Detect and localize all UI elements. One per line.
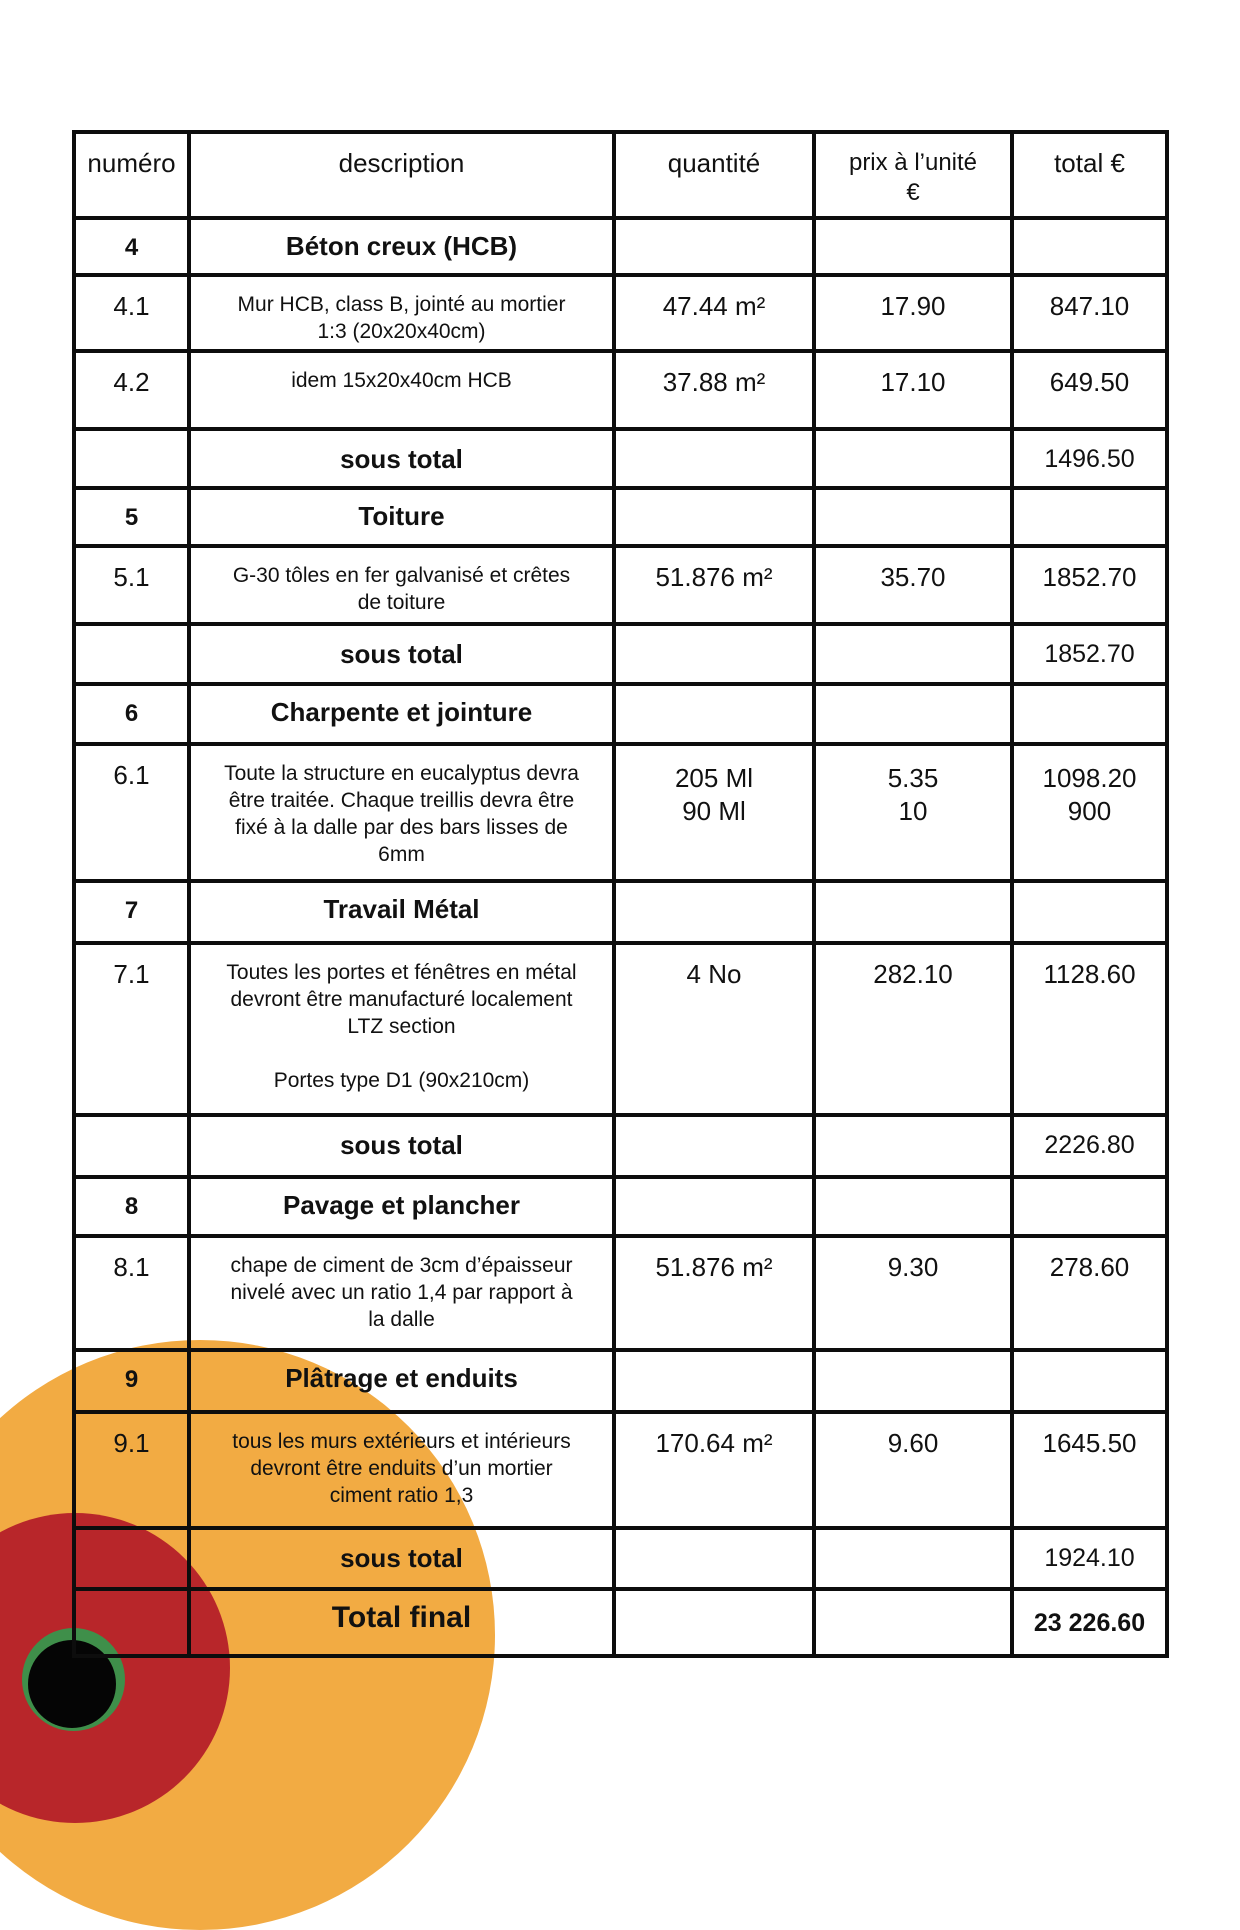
item-unit-price bbox=[814, 1412, 1012, 1528]
empty-number bbox=[74, 429, 189, 488]
empty-quantity bbox=[614, 624, 814, 684]
empty-unit-price bbox=[814, 429, 1012, 488]
subtotal-label-text: sous total bbox=[340, 639, 463, 669]
item-description bbox=[189, 1412, 614, 1528]
subtotal-value-text: 1924.10 bbox=[1044, 1544, 1135, 1572]
item-unit-price bbox=[814, 546, 1012, 624]
item-quantity-text: 51.876 m² bbox=[655, 1252, 773, 1282]
item-total-text: 278.60 bbox=[1049, 1252, 1130, 1282]
section-title-text: Plâtrage et enduits bbox=[285, 1363, 518, 1393]
item-quantity-text: 47.44 m² bbox=[662, 291, 766, 321]
item-number bbox=[74, 1412, 189, 1528]
empty-quantity bbox=[614, 1115, 814, 1177]
section-number bbox=[74, 218, 189, 275]
section-title-text: Béton creux (HCB) bbox=[285, 231, 518, 261]
empty-number bbox=[74, 1589, 189, 1656]
item-unit-price bbox=[814, 351, 1012, 429]
header-total: total € bbox=[1012, 132, 1167, 218]
item-quantity bbox=[614, 744, 814, 881]
item-total-text: 1128.60 bbox=[1043, 959, 1136, 989]
item-total bbox=[1012, 1236, 1167, 1350]
subtotal-label-text: sous total bbox=[340, 1543, 463, 1573]
empty-total bbox=[1012, 488, 1167, 546]
item-row bbox=[74, 744, 1167, 881]
item-unit-price bbox=[814, 744, 1012, 881]
empty-total bbox=[1012, 881, 1167, 943]
header-number: numéro bbox=[74, 132, 189, 218]
section-title-text: Charpente et jointure bbox=[270, 697, 533, 727]
subtotal-label-text: sous total bbox=[340, 444, 463, 474]
item-unit-price-text: 282.10 bbox=[873, 959, 953, 989]
item-number bbox=[74, 546, 189, 624]
subtotal-value bbox=[1012, 1528, 1167, 1589]
item-total bbox=[1012, 1412, 1167, 1528]
subtotal-row bbox=[74, 429, 1167, 488]
item-number-text: 6.1 bbox=[113, 760, 150, 790]
section-title bbox=[189, 218, 614, 275]
section-number-text: 6 bbox=[124, 700, 139, 727]
item-total bbox=[1012, 546, 1167, 624]
section-title bbox=[189, 488, 614, 546]
empty-unit-price bbox=[814, 1589, 1012, 1656]
empty-quantity bbox=[614, 1350, 814, 1412]
section-title-text: Travail Métal bbox=[323, 894, 480, 924]
item-number bbox=[74, 351, 189, 429]
empty-unit-price bbox=[814, 1115, 1012, 1177]
item-unit-price-text: 17.90 bbox=[880, 291, 946, 321]
item-total bbox=[1012, 744, 1167, 881]
empty-total bbox=[1012, 1177, 1167, 1236]
item-description-text: G-30 tôles en fer galvanisé et crêtes de toiture bbox=[232, 564, 571, 614]
section-title bbox=[189, 684, 614, 744]
final-total-label bbox=[189, 1589, 614, 1656]
empty-unit-price bbox=[814, 1528, 1012, 1589]
item-number-text: 9.1 bbox=[113, 1428, 150, 1458]
item-row bbox=[74, 546, 1167, 624]
item-unit-price bbox=[814, 1236, 1012, 1350]
item-quantity-text: 205 Ml 90 Ml bbox=[674, 763, 754, 826]
item-description bbox=[189, 744, 614, 881]
item-quantity bbox=[614, 275, 814, 351]
item-row bbox=[74, 351, 1167, 429]
section-title-text: Pavage et plancher bbox=[283, 1190, 520, 1220]
section-header-row bbox=[74, 684, 1167, 744]
item-quantity bbox=[614, 1236, 814, 1350]
empty-quantity bbox=[614, 1177, 814, 1236]
empty-number bbox=[74, 1528, 189, 1589]
final-total-label-text: Total final bbox=[331, 1601, 472, 1634]
empty-number bbox=[74, 624, 189, 684]
subtotal-value-text: 2226.80 bbox=[1044, 1131, 1135, 1159]
item-quantity bbox=[614, 943, 814, 1115]
item-description-text: tous les murs extérieurs et intérieurs devront être enduits d’un mortier ciment ratio 1,3 bbox=[232, 1430, 571, 1507]
item-unit-price-text: 17.10 bbox=[880, 367, 946, 397]
subtotal-value-text: 1496.50 bbox=[1044, 445, 1135, 473]
empty-quantity bbox=[614, 488, 814, 546]
section-header-row bbox=[74, 218, 1167, 275]
item-unit-price-text: 9.30 bbox=[887, 1252, 939, 1282]
final-total-value-text: 23 226.60 bbox=[1033, 1609, 1146, 1637]
subtotal-row bbox=[74, 1115, 1167, 1177]
subtotal-row bbox=[74, 1528, 1167, 1589]
item-description-text: chape de ciment de 3cm d’épaisseur nivelé avec un ratio 1,4 par rapport à la dalle bbox=[230, 1254, 573, 1331]
item-quantity-text: 4 No bbox=[686, 959, 742, 989]
item-description bbox=[189, 275, 614, 351]
item-total-text: 1852.70 bbox=[1042, 562, 1137, 592]
empty-unit-price bbox=[814, 1177, 1012, 1236]
item-row bbox=[74, 275, 1167, 351]
item-total-text: 847.10 bbox=[1049, 291, 1130, 321]
section-number bbox=[74, 684, 189, 744]
header-row bbox=[74, 132, 1167, 218]
section-title bbox=[189, 1177, 614, 1236]
section-number-text: 9 bbox=[124, 1366, 139, 1393]
empty-unit-price bbox=[814, 881, 1012, 943]
header-unit-price: prix à l’unité € bbox=[814, 132, 1012, 218]
empty-quantity bbox=[614, 881, 814, 943]
subtotal-label-text: sous total bbox=[340, 1130, 463, 1160]
subtotal-value bbox=[1012, 429, 1167, 488]
item-description-text: Toutes les portes et fénêtres en métal devront être manufacturé localement LTZ section Portes type D1 (90x210cm) bbox=[226, 961, 577, 1092]
item-number bbox=[74, 1236, 189, 1350]
item-row bbox=[74, 1236, 1167, 1350]
item-number bbox=[74, 744, 189, 881]
subtotal-value bbox=[1012, 624, 1167, 684]
item-total-text: 1645.50 bbox=[1042, 1428, 1137, 1458]
item-unit-price bbox=[814, 275, 1012, 351]
section-number bbox=[74, 488, 189, 546]
item-description bbox=[189, 546, 614, 624]
empty-unit-price bbox=[814, 488, 1012, 546]
empty-total bbox=[1012, 218, 1167, 275]
empty-total bbox=[1012, 1350, 1167, 1412]
section-number-text: 5 bbox=[124, 504, 139, 531]
item-quantity bbox=[614, 351, 814, 429]
section-header-row bbox=[74, 488, 1167, 546]
section-header-row bbox=[74, 1350, 1167, 1412]
empty-number bbox=[74, 1115, 189, 1177]
item-description-text: Mur HCB, class B, jointé au mortier 1:3 (20x20x40cm) bbox=[237, 293, 566, 343]
empty-quantity bbox=[614, 429, 814, 488]
empty-unit-price bbox=[814, 624, 1012, 684]
subtotal-label bbox=[189, 1528, 614, 1589]
section-number-text: 7 bbox=[124, 897, 139, 924]
section-title bbox=[189, 1350, 614, 1412]
section-number bbox=[74, 881, 189, 943]
final-total-value bbox=[1012, 1589, 1167, 1656]
item-total bbox=[1012, 351, 1167, 429]
header-quantity: quantité bbox=[614, 132, 814, 218]
item-number-text: 4.1 bbox=[113, 291, 150, 321]
header-description: description bbox=[189, 132, 614, 218]
final-total-row bbox=[74, 1589, 1167, 1656]
item-total-text: 1098.20 900 bbox=[1042, 763, 1137, 826]
item-quantity-text: 37.88 m² bbox=[662, 367, 766, 397]
item-description bbox=[189, 943, 614, 1115]
empty-unit-price bbox=[814, 1350, 1012, 1412]
section-number-text: 8 bbox=[124, 1193, 139, 1220]
subtotal-row bbox=[74, 624, 1167, 684]
empty-quantity bbox=[614, 684, 814, 744]
item-total bbox=[1012, 275, 1167, 351]
item-description bbox=[189, 1236, 614, 1350]
subtotal-label bbox=[189, 429, 614, 488]
section-header-row bbox=[74, 1177, 1167, 1236]
section-header-row bbox=[74, 881, 1167, 943]
item-number-text: 8.1 bbox=[113, 1252, 150, 1282]
section-title-text: Toiture bbox=[358, 501, 445, 531]
item-number bbox=[74, 275, 189, 351]
item-number-text: 5.1 bbox=[113, 562, 150, 592]
item-number-text: 7.1 bbox=[113, 959, 150, 989]
item-unit-price-text: 9.60 bbox=[887, 1428, 939, 1458]
section-title bbox=[189, 881, 614, 943]
item-quantity-text: 170.64 m² bbox=[655, 1428, 773, 1458]
empty-quantity bbox=[614, 1528, 814, 1589]
item-quantity bbox=[614, 1412, 814, 1528]
section-number bbox=[74, 1177, 189, 1236]
empty-total bbox=[1012, 684, 1167, 744]
item-total-text: 649.50 bbox=[1049, 367, 1130, 397]
item-quantity bbox=[614, 546, 814, 624]
quote-table bbox=[72, 130, 1169, 1658]
quote-body bbox=[74, 218, 1167, 1656]
item-quantity-text: 51.876 m² bbox=[655, 562, 773, 592]
item-unit-price bbox=[814, 943, 1012, 1115]
subtotal-value-text: 1852.70 bbox=[1044, 640, 1135, 668]
item-number-text: 4.2 bbox=[113, 367, 150, 397]
item-unit-price-text: 35.70 bbox=[880, 562, 946, 592]
item-unit-price-text: 5.35 10 bbox=[887, 763, 939, 826]
subtotal-label bbox=[189, 1115, 614, 1177]
item-description-text: Toute la structure en eucalyptus devra être traitée. Chaque treillis devra être fixé à la dalle par des bars lisses de 6mm bbox=[224, 762, 579, 866]
empty-unit-price bbox=[814, 684, 1012, 744]
item-number bbox=[74, 943, 189, 1115]
item-total bbox=[1012, 943, 1167, 1115]
item-row bbox=[74, 1412, 1167, 1528]
item-description bbox=[189, 351, 614, 429]
empty-quantity bbox=[614, 1589, 814, 1656]
empty-unit-price bbox=[814, 218, 1012, 275]
section-number bbox=[74, 1350, 189, 1412]
subtotal-value bbox=[1012, 1115, 1167, 1177]
item-description-text: idem 15x20x40cm HCB bbox=[291, 369, 512, 392]
subtotal-label bbox=[189, 624, 614, 684]
section-number-text: 4 bbox=[124, 234, 139, 261]
empty-quantity bbox=[614, 218, 814, 275]
item-row bbox=[74, 943, 1167, 1115]
